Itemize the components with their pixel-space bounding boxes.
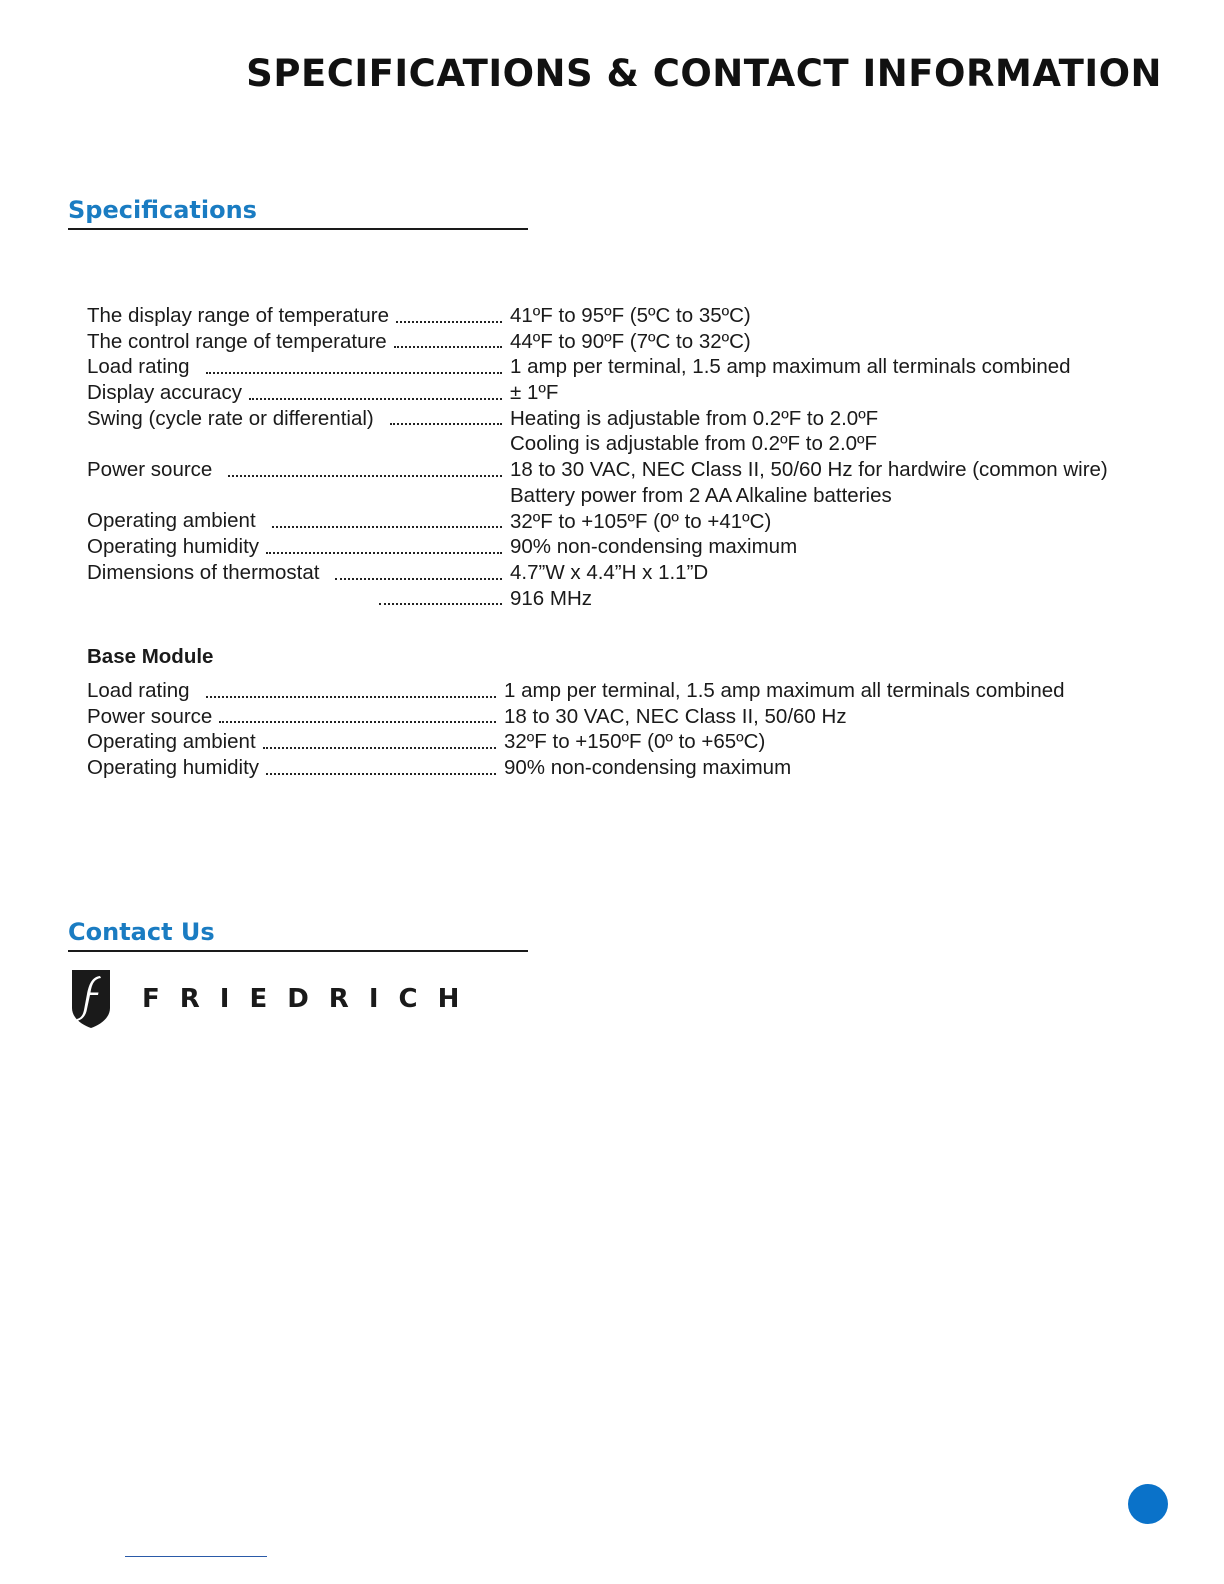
spec-row-swing-cooling xyxy=(87,431,1108,457)
spec-row-dimensions xyxy=(87,560,1108,586)
page-marker-dot xyxy=(1128,1484,1168,1524)
spec-value: 90% non-condensing maximum xyxy=(504,756,792,780)
spec-label: Dimensions of thermostat xyxy=(87,560,320,584)
dot-leader xyxy=(394,346,502,348)
spec-value: 916 MHz xyxy=(510,586,593,610)
brand-name: FRIEDRICH xyxy=(142,984,480,1014)
dot-leader xyxy=(379,603,502,605)
spec-value: 1 amp per terminal, 1.5 amp maximum all terminals combined xyxy=(510,355,1071,379)
spec-value: Heating is adjustable from 0.2ºF to 2.0ºF xyxy=(510,406,879,430)
dot-leader xyxy=(228,475,502,477)
dot-leader xyxy=(249,398,502,400)
spec-label: Load rating xyxy=(87,355,190,379)
dot-leader xyxy=(272,526,502,528)
spec-value: 41ºF to 95ºF (5ºC to 35ºC) xyxy=(510,304,751,327)
footer-rule xyxy=(125,1556,267,1557)
spec-value: 1 amp per terminal, 1.5 amp maximum all terminals combined xyxy=(504,679,1065,702)
spec-value: 44ºF to 90ºF (7ºC to 32ºC) xyxy=(510,329,751,353)
spec-label: Load rating xyxy=(87,678,190,702)
spec-label: Operating humidity xyxy=(87,535,260,559)
base-row-operating-ambient xyxy=(87,729,1065,755)
spec-value: 18 to 30 VAC, NEC Class II, 50/60 Hz xyxy=(504,704,847,728)
dot-leader xyxy=(396,321,502,323)
spec-value: 18 to 30 VAC, NEC Class II, 50/60 Hz for hardwire (common wire) xyxy=(510,458,1108,482)
spec-label: Operating ambient xyxy=(87,509,256,533)
base-row-load-rating xyxy=(87,678,1065,704)
page-title: SPECIFICATIONS & CONTACT INFORMATION xyxy=(246,52,1162,95)
spec-label: The control range of temperature xyxy=(87,329,387,353)
dot-leader xyxy=(390,423,502,425)
spec-row-frequency xyxy=(87,586,1108,612)
dot-leader xyxy=(219,721,496,723)
spec-row-swing xyxy=(87,406,1108,432)
spec-row-battery-power xyxy=(87,483,1108,509)
spec-value: 32ºF to +150ºF (0º to +65ºC) xyxy=(504,730,766,754)
spec-row-operating-ambient xyxy=(87,509,1108,535)
spec-label: Power source xyxy=(87,704,213,728)
spec-label: Operating humidity xyxy=(87,756,260,780)
spec-value: 4.7”W x 4.4”H x 1.1”D xyxy=(510,560,709,584)
spec-row-power-source xyxy=(87,457,1108,483)
base-module-specs-table xyxy=(87,678,1065,781)
base-row-operating-humidity xyxy=(87,755,1065,781)
dot-leader xyxy=(335,578,502,580)
base-module-heading: Base Module xyxy=(87,645,214,668)
spec-value: 90% non-condensing maximum xyxy=(510,535,798,559)
contact-us-heading: Contact Us xyxy=(68,918,528,952)
spec-row-operating-humidity xyxy=(87,534,1108,560)
spec-row-control-range xyxy=(87,329,1108,355)
thermostat-specs-table xyxy=(87,303,1108,611)
spec-row-display-accuracy xyxy=(87,380,1108,406)
dot-leader xyxy=(263,747,496,749)
spec-label: Display accuracy xyxy=(87,381,242,405)
brand-logo-group xyxy=(70,968,479,1030)
spec-label: Power source xyxy=(87,458,213,482)
friedrich-shield-logo-icon xyxy=(70,968,112,1030)
spec-label: Swing (cycle rate or differential) xyxy=(87,406,374,430)
spec-row-load-rating xyxy=(87,354,1108,380)
base-row-power-source xyxy=(87,704,1065,730)
dot-leader xyxy=(206,372,502,374)
dot-leader xyxy=(266,552,502,554)
dot-leader xyxy=(266,773,496,775)
spec-row-display-range xyxy=(87,303,1108,329)
spec-value: ± 1ºF xyxy=(510,381,559,405)
specifications-heading: Specifications xyxy=(68,196,528,230)
spec-value: Cooling is adjustable from 0.2ºF to 2.0ºF xyxy=(510,432,878,456)
spec-value: Battery power from 2 AA Alkaline batteries xyxy=(510,483,892,507)
dot-leader xyxy=(206,696,496,698)
spec-label: Operating ambient xyxy=(87,730,256,754)
spec-label: The display range of temperature xyxy=(87,303,389,327)
spec-value: 32ºF to +105ºF (0º to +41ºC) xyxy=(510,509,772,533)
